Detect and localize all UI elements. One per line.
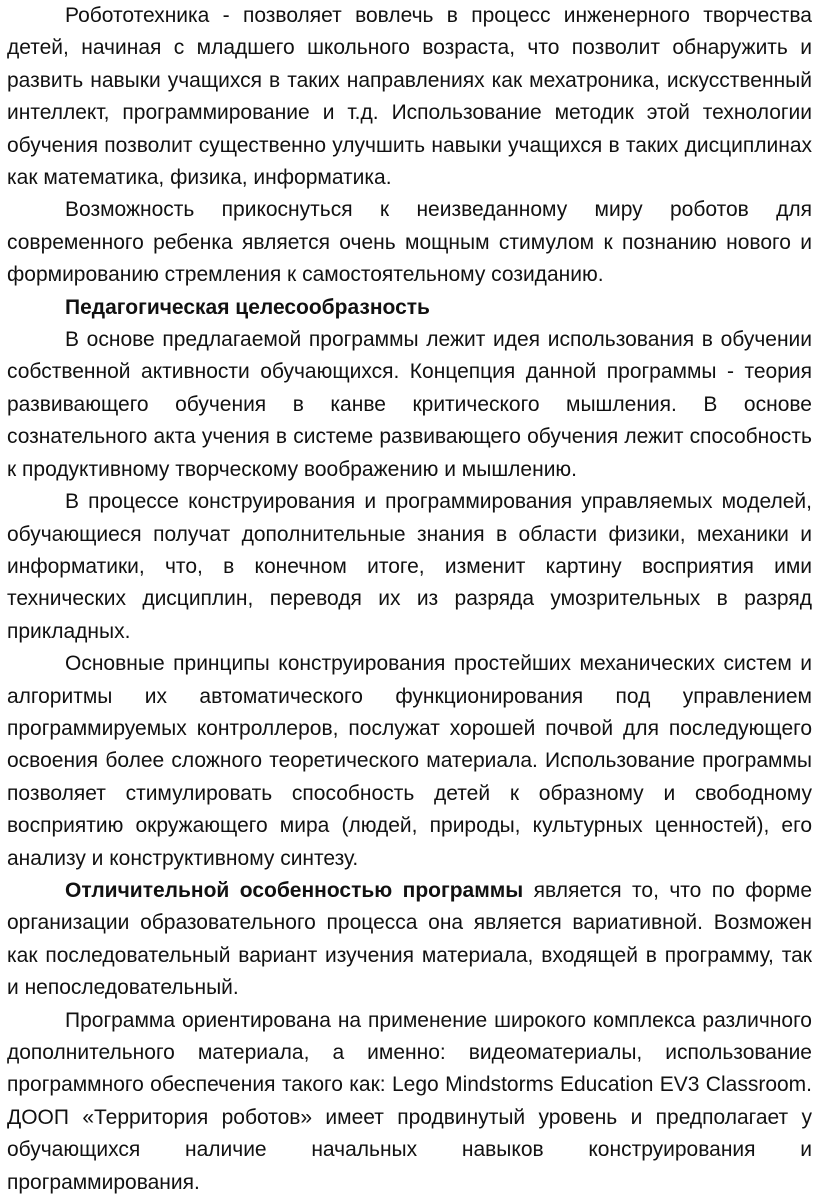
paragraph-basic-principles: Основные принципы конструирования простейших механических систем и алгоритмы их автоматического функционирования под управлением программируемых контроллеров, послужат хорошей почвой для последующего освоения более сложного теоретического материала. Использование программы позволяет стимулировать способность детей к образному и свободному восприятию окружающего мира (людей, природы, культурных ценностей), его анализу и конструктивному синтезу. — [7, 652, 812, 870]
paragraph-program-basis: В основе предлагаемой программы лежит идея использования в обучении собственной активности обучающихся. Концепция данной программы - теория развивающего обучения в канве критического мышления. В основе сознательного акта учения в системе развивающего обучения лежит способность к продуктивному творческому воображению и мышлению. — [7, 328, 812, 481]
paragraph-program-materials: Программа ориентирована на применение широкого комплекса различного дополнительного материала, а именно: видеоматериалы, использование программного обеспечения такого как: Lego Mindstorms Education EV3 Classroom. ДООП «Территория роботов» имеет продвинутый уровень и предполагает у обучающихся наличие начальных навыков конструирования и программирования. — [7, 1008, 812, 1194]
paragraph-construction-process: В процессе конструирования и программирования управляемых моделей, обучающиеся получат дополнительные знания в области физики, механики и информатики, что, в конечном итоге, изменит картину восприятия ими технических дисциплин, переводя их из разряда умозрительных в разряд прикладных. — [7, 490, 812, 643]
heading-pedagogical-expediency: Педагогическая целесообразность — [65, 295, 430, 319]
paragraph-distinctive-feature — [7, 875, 812, 1005]
paragraph-robot-world: Возможность прикоснуться к неизведанному миру роботов для современного ребенка является очень мощным стимулом к познанию нового и формированию стремления к самостоятельному созиданию. — [7, 198, 812, 287]
distinctive-feature-text: является то, что по форме организации образовательного процесса она является вариативной. Возможен как последовательный вариант изучения материала, входящей в программу, так и непоследовательный. — [7, 878, 813, 1000]
paragraph-robotics-intro: Робототехника - позволяет вовлечь в процесс инженерного творчества детей, начиная с младшего школьного возраста, что позволит обнаружить и развить навыки учащихся в таких направлениях как мехатроника, искусственный интеллект, программирование и т.д. Использование методик этой технологии обучения позволит существенно улучшить навыки учащихся в таких дисциплинах как математика, физика, информатика. — [7, 4, 812, 190]
distinctive-feature-lead: Отличительной особенностью программы — [65, 878, 524, 902]
